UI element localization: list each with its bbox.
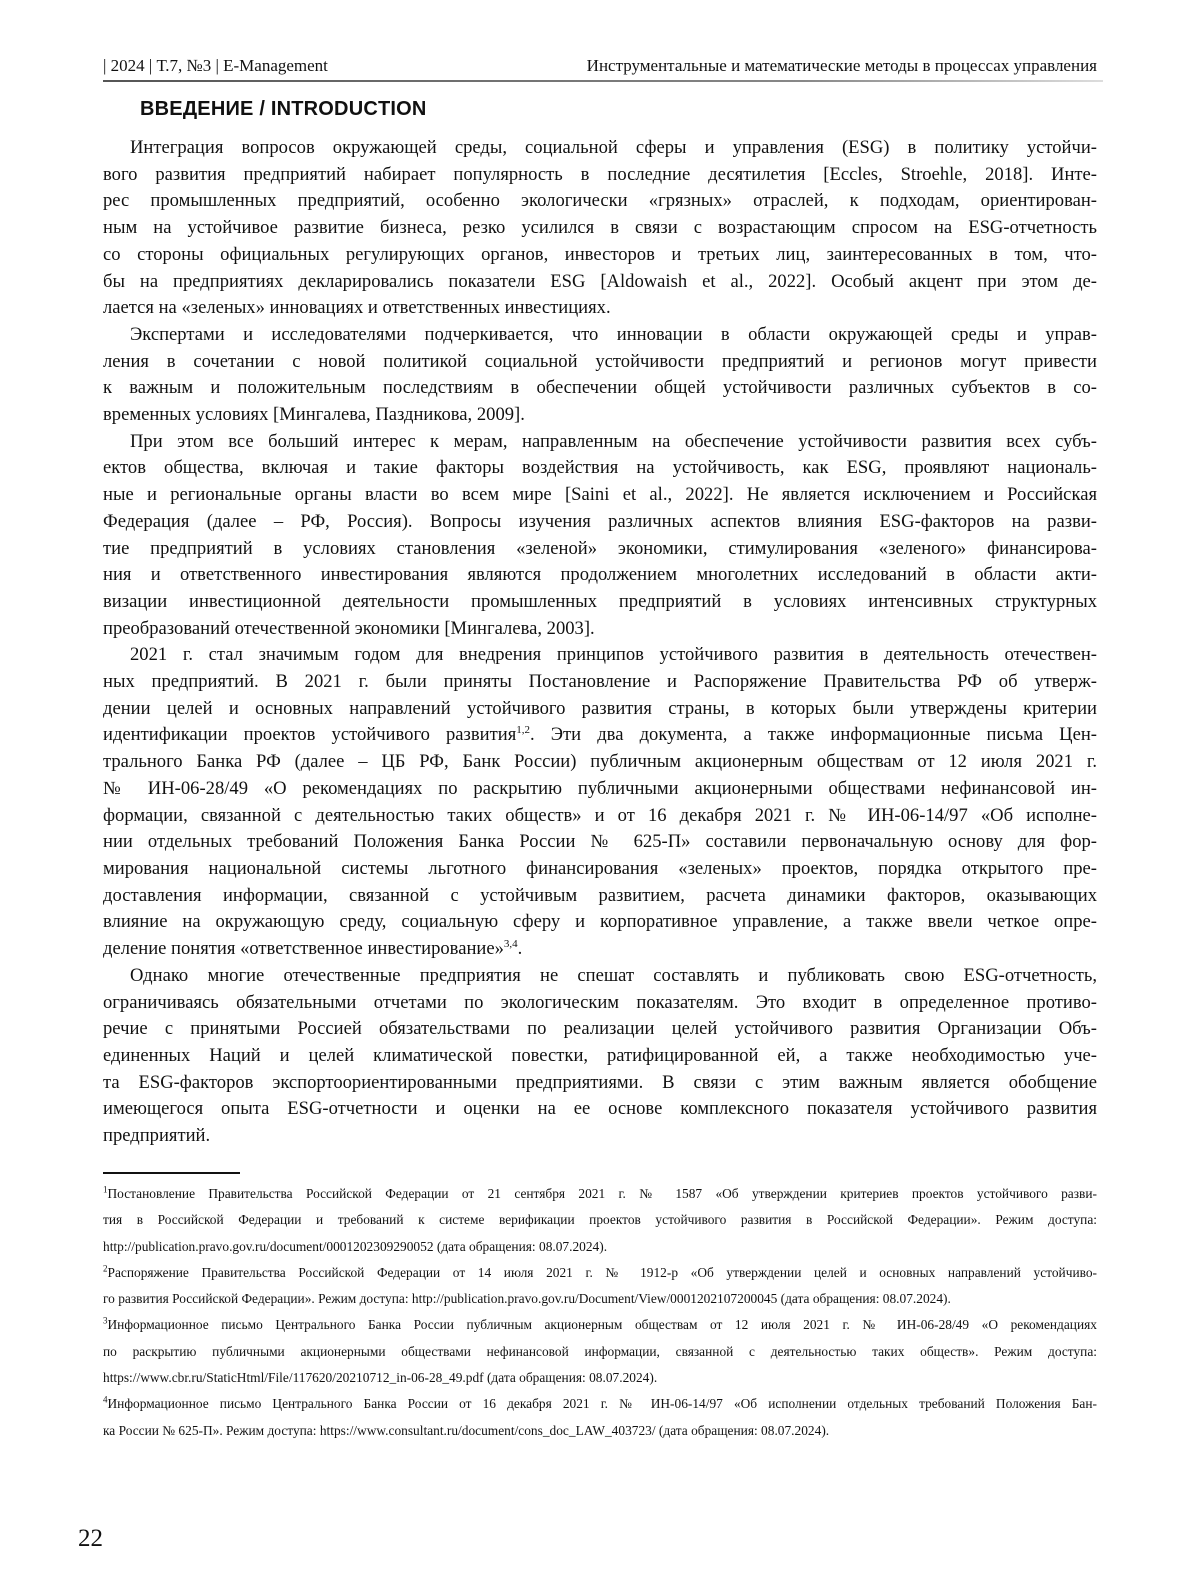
text-line <box>103 215 1097 242</box>
footnote-text: по раскрытию публичными акционерными обществами нефинансовой информации, связанной с деятельностью таких обществ». Режим доступа: <box>103 1344 1097 1359</box>
text-line <box>103 162 1097 189</box>
text-line <box>103 749 1097 776</box>
text-line <box>103 242 1097 269</box>
line-text: лается на «зеленых» инновациях и ответственных инвестициях. <box>103 297 611 318</box>
line-text: вого развития предприятий набирает популярность в последние десятилетия [Eccles, Stroehle, 2018]. Инте- <box>103 164 1097 185</box>
line-text: ограничиваясь обязательными отчетами по экологическим показателям. Это входит в определенное противо- <box>103 992 1097 1013</box>
header-divider <box>103 80 1103 82</box>
text-line <box>103 429 1097 456</box>
line-text: деление понятия «ответственное инвестирование» <box>103 938 504 959</box>
paragraph <box>103 322 1097 429</box>
line-text: Интеграция вопросов окружающей среды, социальной сферы и управления (ESG) в политику устойчи- <box>130 137 1097 158</box>
line-text: Однако многие отечественные предприятия не спешат составлять и публиковать свою ESG-отчетность, <box>130 965 1097 986</box>
line-text: влияние на окружающую среду, социальную сферу и корпоративное управление, а также ввели четкое опре- <box>103 911 1097 932</box>
journal-info: | 2024 | Т.7, №3 | E-Management <box>103 56 328 76</box>
text-line <box>103 909 1097 936</box>
line-text: ные и региональные органы власти во всем мире [Saini et al., 2022]. Не является исключением и Российская <box>103 484 1097 505</box>
text-line <box>103 375 1097 402</box>
footnote-line <box>103 1181 1097 1207</box>
footnote-ref: 1,2 <box>516 724 530 736</box>
text-line <box>103 509 1097 536</box>
line-text: к важным и положительным последствиям в обеспечении общей устойчивости различных субъектов в со- <box>103 377 1097 398</box>
text-line <box>103 482 1097 509</box>
running-header <box>103 56 1097 80</box>
line-text: ления в сочетании с новой политикой социальной устойчивости предприятий и регионов могут привести <box>103 351 1097 372</box>
footnote-text: ка России № 625-П». Режим доступа: https://www.consultant.ru/document/cons_doc_LAW_403723/ (дата обращения: 08.07.2024). <box>103 1423 829 1438</box>
footnote-line <box>103 1260 1097 1286</box>
footnote-line <box>103 1365 1097 1391</box>
text-line <box>103 589 1097 616</box>
line-text: рес промышленных предприятий, особенно экологически «грязных» отраслей, к подходам, ориентирован- <box>103 190 1097 211</box>
footnote-ref: 3,4 <box>504 938 518 950</box>
footnote-number: 1 <box>103 1185 108 1195</box>
line-text: Экспертами и исследователями подчеркивается, что инновации в области окружающей среды и управ- <box>130 324 1097 345</box>
footnote-divider <box>103 1172 240 1174</box>
line-text: ектов общества, включая и такие факторы воздействия на устойчивость, как ESG, проявляют националь- <box>103 457 1097 478</box>
footnote-text: Информационное письмо Центрального Банка России от 16 декабря 2021 г. № ИН-06-14/97 «Об исполнении отдельных требований Положения Бан- <box>108 1396 1098 1411</box>
text-line <box>103 963 1097 990</box>
text-line <box>103 1123 1097 1150</box>
footnotes <box>103 1181 1097 1444</box>
line-text: Федерация (далее – РФ, Россия). Вопросы изучения различных аспектов влияния ESG-факторов на разви- <box>103 511 1097 532</box>
footnote <box>103 1312 1097 1391</box>
footnote-text: https://www.cbr.ru/StaticHtml/File/117620/20210712_in-06-28_49.pdf (дата обращения: 08.07.2024). <box>103 1370 657 1385</box>
page-number: 22 <box>78 1525 103 1553</box>
footnote-line <box>103 1339 1097 1365</box>
text-line <box>103 776 1097 803</box>
text-line <box>103 1070 1097 1097</box>
text-line <box>103 322 1097 349</box>
text-line <box>103 696 1097 723</box>
text-line <box>103 295 1097 322</box>
text-line <box>103 722 1097 749</box>
footnote-line <box>103 1391 1097 1417</box>
text-line <box>103 455 1097 482</box>
footnote-number: 3 <box>103 1316 108 1326</box>
text-line <box>103 829 1097 856</box>
footnote-text: http://publication.pravo.gov.ru/document/0001202309290052 (дата обращения: 08.07.2024). <box>103 1239 607 1254</box>
footnote-line <box>103 1207 1097 1233</box>
article-body <box>103 135 1097 1150</box>
section-heading: ВВЕДЕНИЕ / INTRODUCTION <box>140 98 427 121</box>
line-text: 2021 г. стал значимым годом для внедрения принципов устойчивого развития в деятельность отечествен- <box>130 644 1097 665</box>
line-text: формации, связанной с деятельностью таких обществ» и от 16 декабря 2021 г. № ИН-06-14/97 «Об исполне- <box>103 805 1097 826</box>
line-text: бы на предприятиях декларировались показатели ESG [Aldowaish et al., 2022]. Особый акцент при этом де- <box>103 271 1097 292</box>
footnote-number: 4 <box>103 1395 108 1405</box>
text-line <box>103 269 1097 296</box>
line-text: предприятий. <box>103 1125 210 1146</box>
text-line <box>103 883 1097 910</box>
line-text: преобразований отечественной экономики [Мингалева, 2003]. <box>103 618 595 639</box>
paragraph <box>103 963 1097 1150</box>
footnote-line <box>103 1418 1097 1444</box>
line-text: № ИН-06-28/49 «О рекомендациях по раскрытию публичными акционерными обществами нефинансовой ин- <box>103 778 1097 799</box>
text-line <box>103 562 1097 589</box>
line-text: визации инвестиционной деятельности промышленных предприятий в условиях интенсивных структурных <box>103 591 1097 612</box>
line-text: доставления информации, связанной с устойчивым развитием, расчета динамики факторов, оказывающих <box>103 885 1097 906</box>
text-line <box>103 536 1097 563</box>
footnote-line <box>103 1312 1097 1338</box>
footnote-text: Постановление Правительства Российской Федерации от 21 сентября 2021 г. № 1587 «Об утверждении критериев проектов устойчивого разви- <box>108 1186 1098 1201</box>
line-text: единенных Наций и целей климатической повестки, ратифицированной ей, а также необходимостью уче- <box>103 1045 1097 1066</box>
footnote <box>103 1391 1097 1444</box>
line-text: имеющегося опыта ESG-отчетности и оценки на ее основе комплексного показателя устойчивого развития <box>103 1098 1097 1119</box>
footnote-line <box>103 1286 1097 1312</box>
footnote-text: Распоряжение Правительства Российской Федерации от 14 июля 2021 г. № 1912-р «Об утверждении целей и основных направлений устойчиво- <box>108 1265 1098 1280</box>
line-text: При этом все больший интерес к мерам, направленным на обеспечение устойчивости развития всех субъ- <box>130 431 1097 452</box>
text-line <box>103 188 1097 215</box>
footnote-number: 2 <box>103 1263 108 1273</box>
line-text: . <box>518 938 523 959</box>
line-text: та ESG-факторов экспортоориентированными предприятиями. В связи с этим важным является обобщение <box>103 1072 1097 1093</box>
line-text: ных предприятий. В 2021 г. были приняты Постановление и Распоряжение Правительства РФ об утверж- <box>103 671 1097 692</box>
line-text: трального Банка РФ (далее – ЦБ РФ, Банк России) публичным акционерным обществам от 12 июля 2021 г. <box>103 751 1097 772</box>
footnote-text: Информационное письмо Центрального Банка России публичным акционерным обществам от 12 июля 2021 г. № ИН-06-28/49 «О рекомендациях <box>108 1317 1098 1332</box>
footnote-text: тия в Российской Федерации и требований к системе верификации проектов устойчивого развития в Российской Федерации». Режим доступа: <box>103 1212 1097 1227</box>
line-text: ния и ответственного инвестирования являются продолжением многолетних исследований в области акти- <box>103 564 1097 585</box>
text-line <box>103 1096 1097 1123</box>
paragraph <box>103 429 1097 643</box>
footnote-line <box>103 1234 1097 1260</box>
text-line <box>103 1016 1097 1043</box>
line-text: нии отдельных требований Положения Банка России № 625-П» составили первоначальную основу для фор- <box>103 831 1097 852</box>
text-line <box>103 616 1097 643</box>
line-text: мирования национальной системы льготного финансирования «зеленых» проектов, порядка открытого пре- <box>103 858 1097 879</box>
text-line <box>103 936 1097 963</box>
line-text: . Эти два документа, а также информационные письма Цен- <box>530 724 1097 745</box>
line-text: речие с принятыми Россией обязательствами по реализации целей устойчивого развития Организации Объ- <box>103 1018 1097 1039</box>
line-text: идентификации проектов устойчивого развития <box>103 724 516 745</box>
line-text: тие предприятий в условиях становления «зеленой» экономики, стимулирования «зеленого» финансирова- <box>103 538 1097 559</box>
text-line <box>103 135 1097 162</box>
text-line <box>103 803 1097 830</box>
text-line <box>103 1043 1097 1070</box>
text-line <box>103 669 1097 696</box>
paragraph <box>103 642 1097 962</box>
paragraph <box>103 135 1097 322</box>
line-text: дении целей и основных направлений устойчивого развития страны, в которых были утверждены критерии <box>103 698 1097 719</box>
line-text: со стороны официальных регулирующих органов, инвесторов и третьих лиц, заинтересованных в том, что- <box>103 244 1097 265</box>
text-line <box>103 990 1097 1017</box>
line-text: ным на устойчивое развитие бизнеса, резко усилился в связи с возрастающим спросом на ESG-отчетность <box>103 217 1097 238</box>
text-line <box>103 349 1097 376</box>
footnote-text: го развития Российской Федерации». Режим доступа: http://publication.pravo.gov.ru/Document/View/0001202107200045 (дата обращения: 08.07.2024). <box>103 1291 951 1306</box>
footnote <box>103 1181 1097 1260</box>
footnote <box>103 1260 1097 1313</box>
text-line <box>103 856 1097 883</box>
text-line <box>103 402 1097 429</box>
text-line <box>103 642 1097 669</box>
section-name: Инструментальные и математические методы в процессах управления <box>587 56 1097 76</box>
line-text: временных условиях [Мингалева, Паздникова, 2009]. <box>103 404 525 425</box>
